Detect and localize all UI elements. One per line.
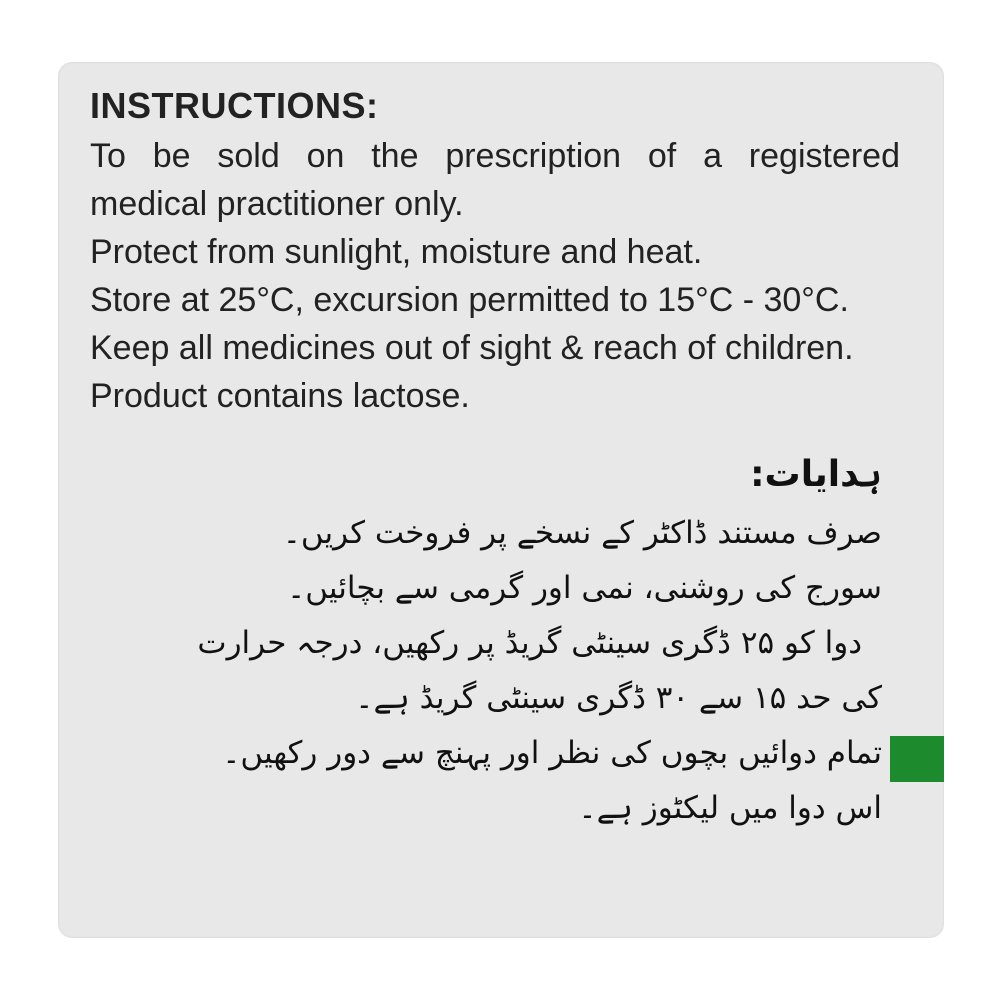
urdu-line-range: کی حد ۱۵ سے ۳۰ ڈگری سینٹی گریڈ ہے۔ (355, 680, 882, 716)
urdu-line-keep-away: تمام دوائیں بچوں کی نظر اور پہنچ سے دور رکھیں۔ (222, 735, 882, 771)
instruction-line-store: Store at 25°C, excursion permitted to 15°C - 30°C. (90, 281, 849, 319)
instruction-line-protect: Protect from sunlight, moisture and heat. (90, 233, 703, 271)
urdu-heading: ہدایات: (750, 454, 882, 495)
urdu-line-protect: سورج کی روشنی، نمی اور گرمی سے بچائیں۔ (287, 570, 882, 606)
instruction-line-lactose: Product contains lactose. (90, 377, 470, 415)
english-instructions (90, 82, 900, 420)
instructions-heading: INSTRUCTIONS: (90, 85, 379, 126)
urdu-line-lactose: اس دوا میں لیکٹوز ہے۔ (578, 790, 882, 826)
instruction-line-practitioner: medical practitioner only. (90, 185, 464, 223)
instruction-line-prescription: To be sold on the prescription of a registered (90, 137, 900, 175)
instruction-line-keep-away: Keep all medicines out of sight & reach of children. (90, 329, 854, 367)
urdu-instructions (197, 447, 882, 836)
urdu-line-prescription: صرف مستند ڈاکٹر کے نسخے پر فروخت کریں۔ (282, 515, 882, 551)
instructions-panel (58, 62, 944, 938)
urdu-line-store: دوا کو ۲۵ ڈگری سینٹی گریڈ پر رکھیں، درجہ حرارت (197, 625, 862, 661)
green-color-tab (890, 736, 944, 782)
